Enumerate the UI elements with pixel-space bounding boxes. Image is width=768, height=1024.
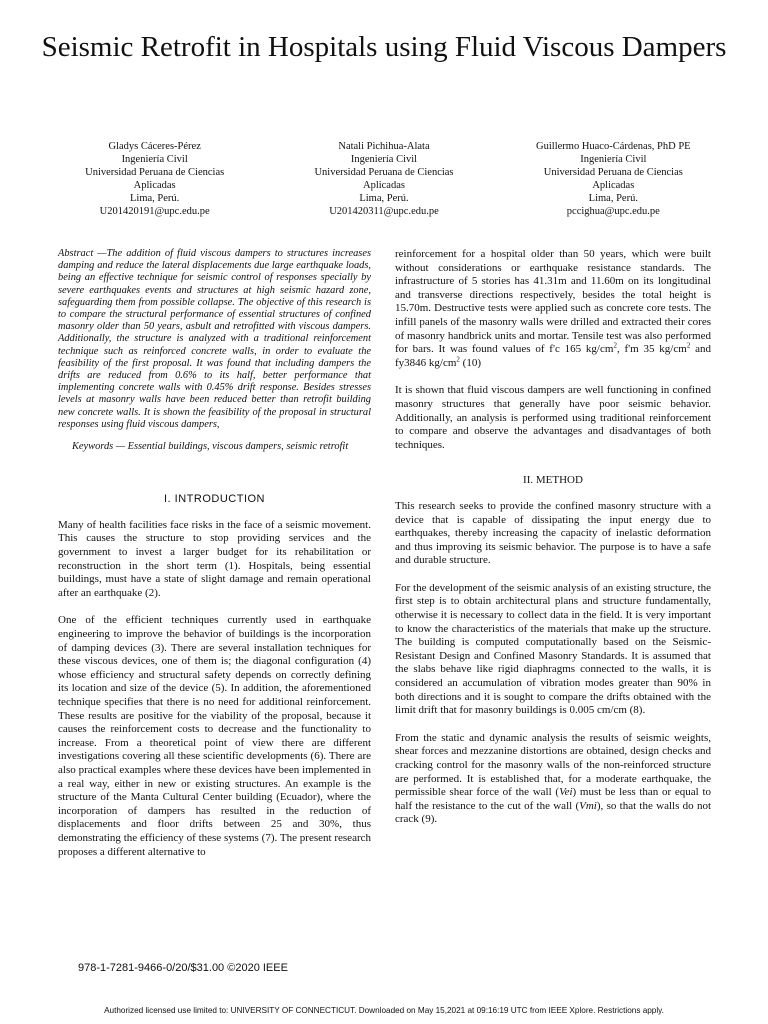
keywords: Keywords — Essential buildings, viscous dampers, seismic retrofit [72,441,349,453]
superscript: 2 [613,341,617,350]
author-city: Lima, Perú. [359,193,409,204]
section-heading-introduction: I. INTRODUCTION [164,493,265,506]
author-univ: Universidad Peruana de Ciencias [543,167,683,178]
author-name: Gladys Cáceres-Pérez [108,141,201,152]
author-univ-cont: Aplicadas [362,180,405,191]
author-dept: Ingeniería Civil [580,154,647,165]
symbol-vmi: Vmi [579,799,597,812]
paragraph-text: ), so that the walls do not crack (9). [395,799,712,826]
author-1 [40,140,269,218]
license-footer: Authorized licensed use limited to: UNIVERSITY OF CONNECTICUT. Downloaded on May 15,2021 at 09:16:19 UTC from IEEE Xplore. Restrictions apply. [104,1006,664,1015]
isbn-copyright: 978-1-7281-9466-0/20/$31.00 ©2020 IEEE [78,962,288,974]
author-dept: Ingeniería Civil [121,154,188,165]
author-univ-cont: Aplicadas [592,180,635,191]
author-block [40,140,728,218]
author-dept: Ingeniería Civil [350,154,418,165]
author-3 [499,140,728,218]
intro-paragraph-4: It is shown that fluid viscous dampers are well functioning in confined masonry structures that generally have poor seismic behavior. Additionally, an analysis is performed using traditional reinforcement to compare and observe the advantages and disadvantages of both techniques. [395,384,711,451]
superscript: 2 [456,355,460,364]
method-paragraph-3 [395,732,711,827]
paper-title: Seismic Retrofit in Hospitals using Fluid Viscous Dampers [41,31,727,63]
paragraph-text: (10) [459,356,481,369]
paragraph-text: ) must be less than or equal to half the resistance to the cut of the wall ( [395,786,711,812]
author-2 [269,140,498,218]
left-column [58,248,371,873]
method-paragraph-2: For the development of the seismic analysis of an existing structure, the first step is to obtain architectural plans and structure fundamentally, otherwise it is necessary to collect data in the field. It is very important to know the characteristics of the materials that make up the structure. The building is computed computationally based on the Seismic-Resistant Design and Confined Masonry Standards. It is assumed that the slabs behave like rigid diaphragms connected to the walls, it is considered an accumulation of vibration modes greater than 90% in both directions and it is sought to compare the drifts obtained with the limit drift that for masonry buildings is 0.005 cm/cm (8). [395,581,711,717]
author-city: Lima, Perú. [130,193,180,204]
author-univ: Universidad Peruana de Ciencias [314,167,454,178]
author-univ: Universidad Peruana de Ciencias [85,167,225,178]
paragraph-text: and fy3846 kg/cm [395,343,712,369]
author-email: U201420311@upc.edu.pe [329,206,439,217]
paragraph-text: From the static and dynamic analysis the results of seismic weights, shear forces and mezzanine distortions are obtained, design checks and cracking control for the masonry walls of the non-reinforced structure are performed. It is established that, for a moderate earthquake, the permissible shear force of the wall ( [395,731,711,799]
author-name: Guillermo Huaco-Cárdenas, PhD PE [536,141,691,152]
author-univ-cont: Aplicadas [133,180,176,191]
intro-paragraph-3 [395,248,711,370]
author-email: U201420191@upc.edu.pe [99,206,210,217]
method-paragraph-1: This research seeks to provide the confined masonry structure with a device that is capable of dissipating the input energy due to earthquakes, thereby increasing the capacity of inelastic deformation and thus improving its seismic behavior. The purpose is to have a safe and durable structure. [395,499,711,567]
intro-paragraph-1: Many of health facilities face risks in the face of a seismic movement. This causes the structure to stop providing services and the government to invest a larger budget for its rehabilitation or reconstruction in the short term (1). Hospitals, being essential buildings, must have a state of slight damage and remain operational after an earthquake (2). [58,518,371,599]
paragraph-text: reinforcement for a hospital older than 50 years, which were built without considerations or earthquake resistance standards. The infrastructure of 5 stories has 41.31m and 11.60m on its longitudinal and transverse directions respectively, besides the total height is 15.70m. Destructive tests were applied such as concrete core tests. The infill panels of the masonry walls were drilled and extracted their cores of masonry handbrick units and mortar. Tensile test was also performed for bars. It was found values of f'c 165 kg/cm [395,248,711,356]
author-name: Natali Pichihua-Alata [338,141,430,152]
section-heading-method: II. METHOD [523,474,583,487]
superscript: 2 [686,341,691,350]
symbol-vei: Vei [559,786,573,799]
author-city: Lima, Perú. [588,193,638,204]
right-column [395,248,711,841]
author-email: pccighua@upc.edu.pe [566,206,660,217]
abstract: Abstract —The addition of fluid viscous dampers to structures increases damping and reduce the lateral displacements due large earthquake loads, being an effective technique for seismic control of responses specially by severe earthquakes events and structures at high seismic hazard zone, safeguarding them from possible collapse. The objective of this research is to compare the structural performance of essential structures of confined masonry older than 50 years, asbult and retrofitted with viscous dampers. Additionally, the structure is analyzed with a traditional reinforcement technique such as reinforced concrete walls, in order to evaluate the feasibility of the first proposal. It was found that including dampers the drifts are reduced from 0.6% to its half, better performance that implementing concrete walls with 0.45% drift response. Besides stresses levels at masonry walls have been reduced better than retrofit building new concrete walls. It is shown the feasibility of the proposal in structural responses using fluid viscous dampers, [58,248,371,430]
intro-paragraph-2: One of the efficient techniques currently used in earthquake engineering to improve the behavior of buildings is the incorporation of damping devices (3). There are several installation techniques for these viscous devices, one of them is; the diagonal configuration (4) whose efficiency and structural safety depends on correctly defining its location and size of the device (5). In addition, the aforementioned technique specifies that there is no need for additional reinforcement. These results are positive for the viability of the proposal, because it causes the reinforcement costs to decrease and the functionality to increase. From a theoretical point of view there are different investigations covering all these scientific developments (6). There are also practical examples where these devices have been implemented in a real way, either in new or existing structures. An example is the structure of the Manta Cultural Center building (Ecuador), where the incorporation of dampers has resulted in the reduction of displacements and floor drifts between 25 and 30%, thus demonstrating the efficiency of these systems (7). The present research proposes a different alternative to [58,614,371,858]
paragraph-text: , f'm 35 kg/cm [616,343,687,356]
